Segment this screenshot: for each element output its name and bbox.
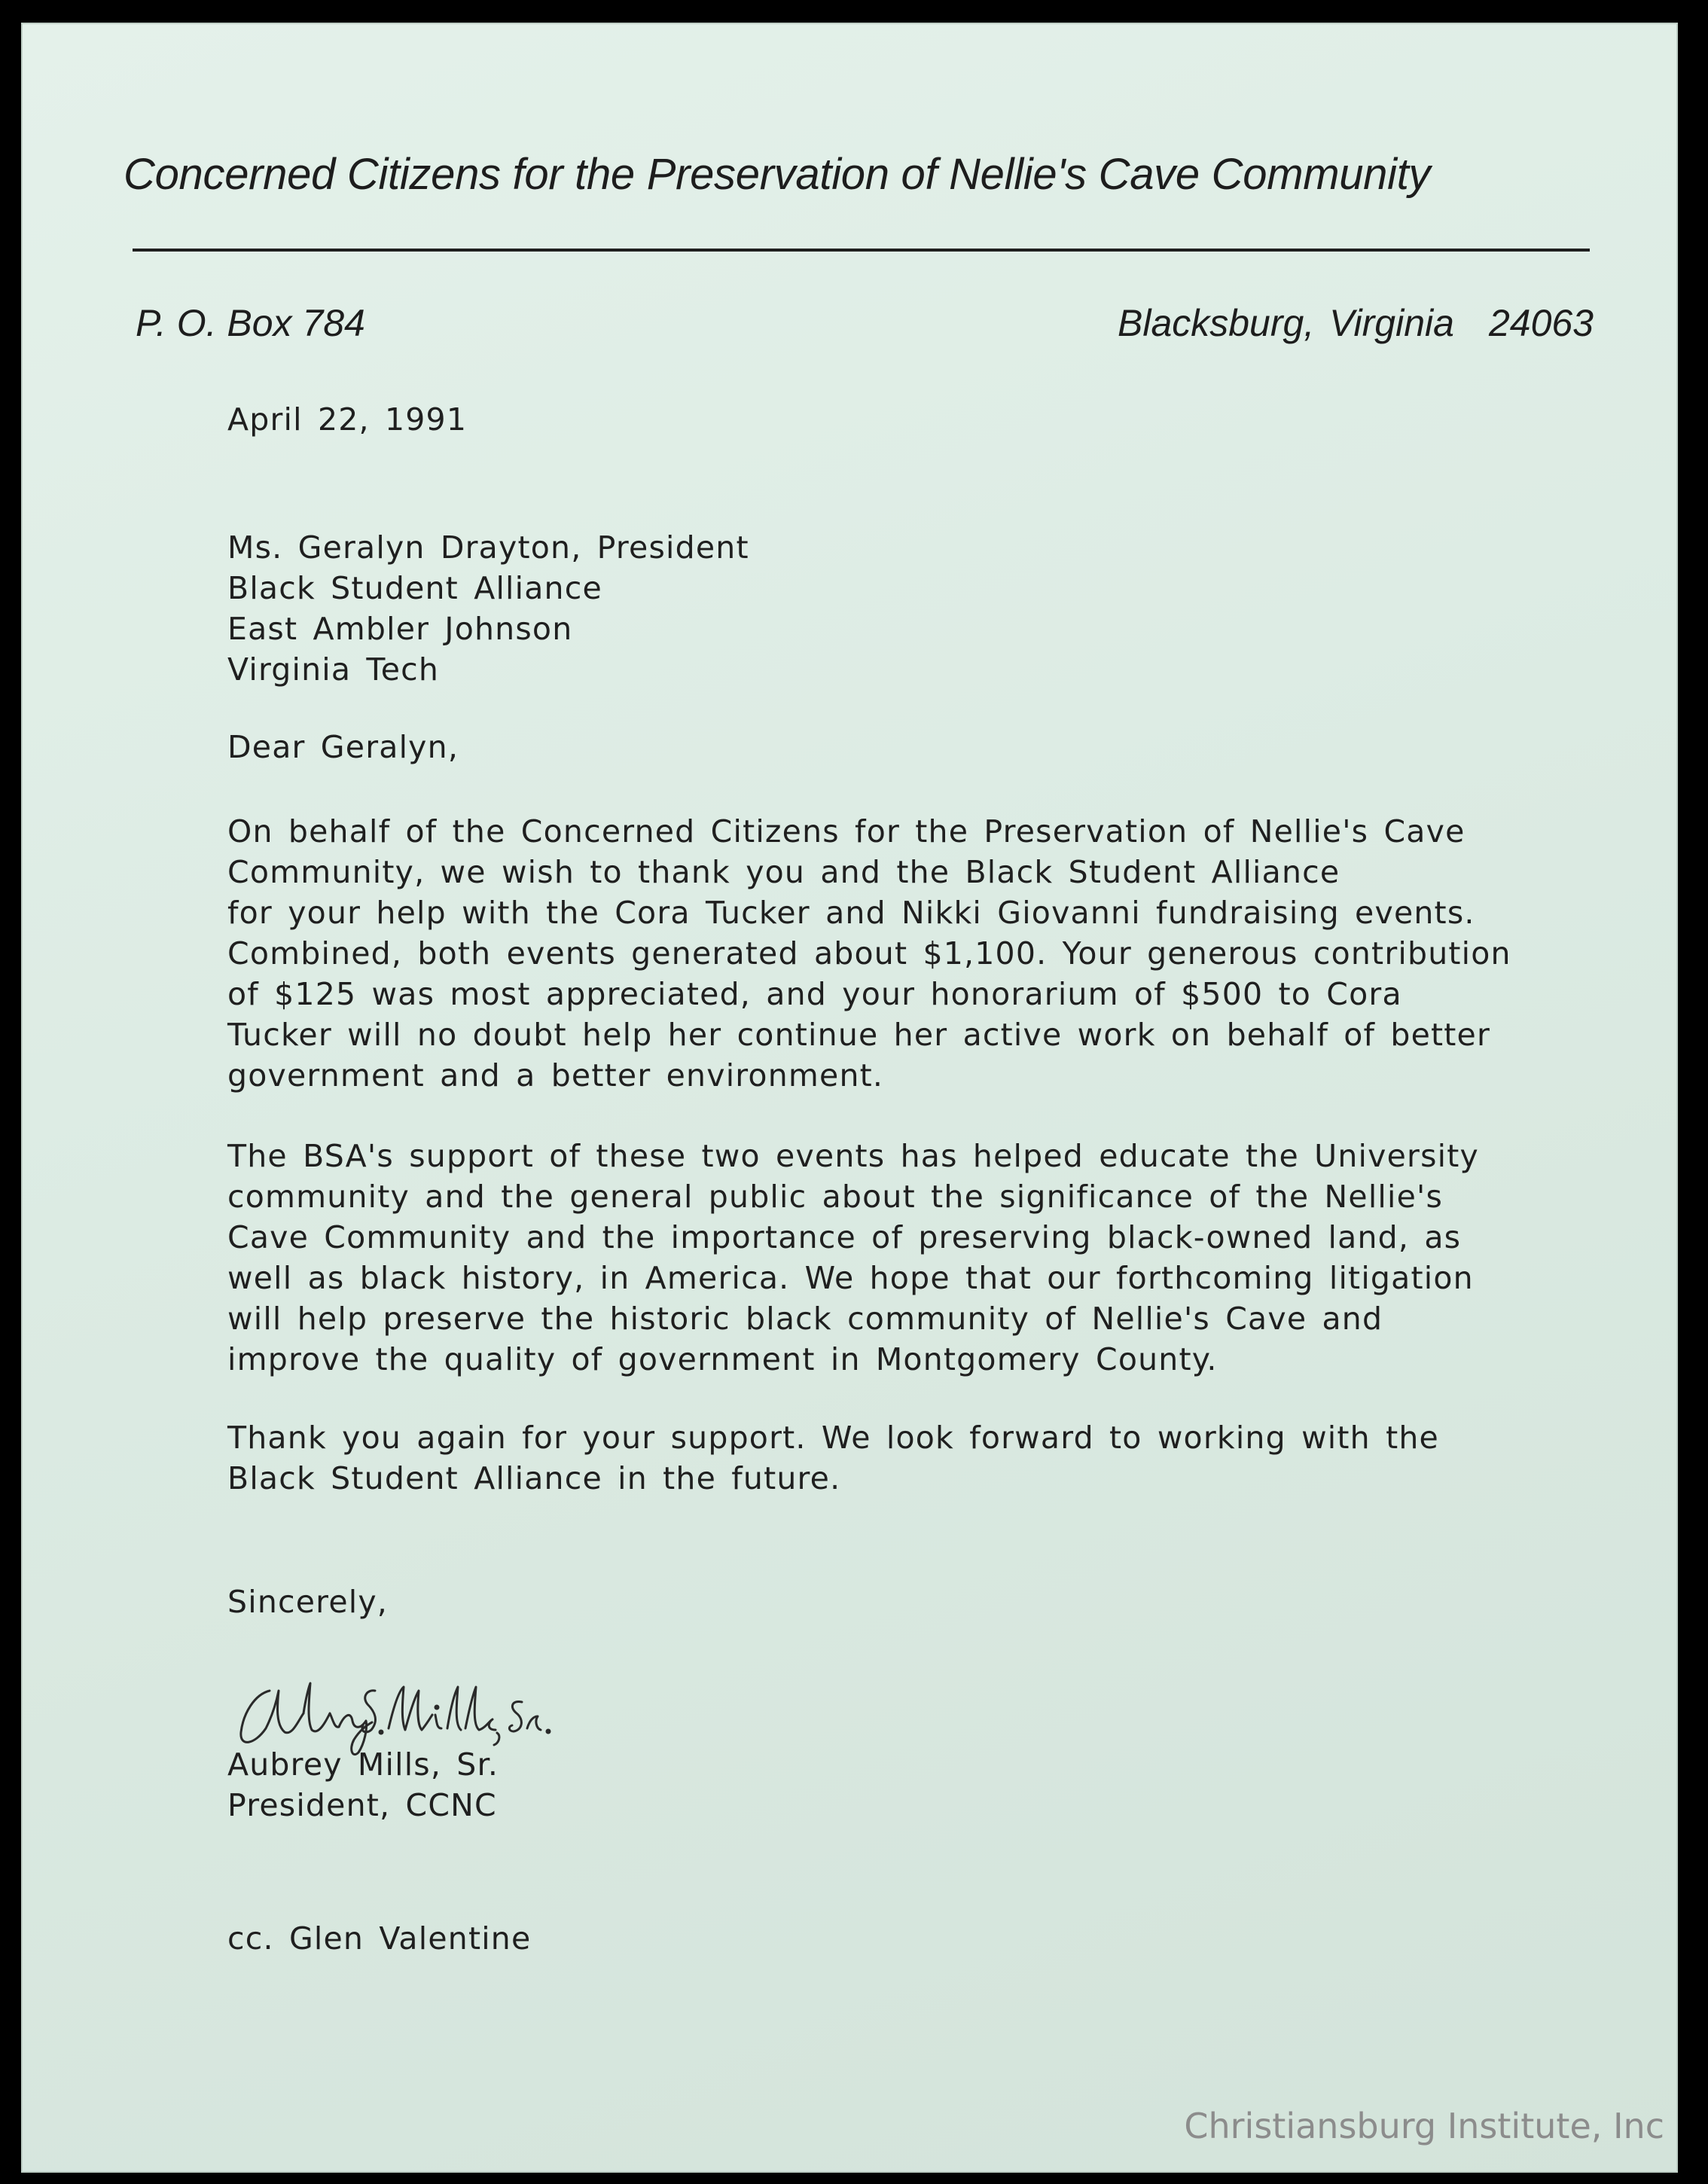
date-line: April 22, 1991	[227, 401, 468, 438]
recipient-line: Ms. Geralyn Drayton, President	[227, 529, 749, 566]
signer-block	[227, 1744, 499, 1826]
letterhead-city-state: Blacksburg, Virginia	[1117, 302, 1454, 344]
signer-title: President, CCNC	[227, 1787, 497, 1823]
recipient-block	[227, 527, 749, 690]
paragraph-line: On behalf of the Concerned Citizens for the Preservation of Nellie's Cave	[227, 813, 1466, 850]
closing	[227, 1582, 388, 1622]
paragraph-line: Thank you again for your support. We look forward to working with the	[227, 1420, 1439, 1456]
letterhead-organization: Concerned Citizens for the Preservation of Nellie's Cave Community	[124, 150, 1431, 199]
paragraph-line: Cave Community and the importance of preserving black-owned land, as	[227, 1219, 1462, 1255]
letter-date	[227, 399, 467, 440]
cc-line	[227, 1918, 531, 1959]
recipient-line: Black Student Alliance	[227, 570, 602, 606]
paragraph-line: well as black history, in America. We hope that our forthcoming litigation	[227, 1260, 1474, 1296]
paragraph-line: Tucker will no doubt help her continue her active work on behalf of better	[227, 1017, 1491, 1053]
letterhead-rule	[133, 249, 1590, 252]
recipient-line: East Ambler Johnson	[227, 611, 573, 647]
paragraph-line: government and a better environment.	[227, 1057, 884, 1094]
salutation	[227, 727, 459, 767]
paragraph-line: improve the quality of government in Montgomery County.	[227, 1341, 1218, 1377]
paragraph-line: community and the general public about the significance of the Nellie's	[227, 1179, 1444, 1215]
letterhead-po-box: P. O. Box 784	[136, 302, 365, 344]
paragraph-line: of $125 was most appreciated, and your honorarium of $500 to Cora	[227, 976, 1402, 1012]
paragraph-line: Black Student Alliance in the future.	[227, 1460, 841, 1496]
paragraph-line: Combined, both events generated about $1,100. Your generous contribution	[227, 935, 1511, 972]
letter-page	[21, 23, 1678, 2173]
paragraph-line: will help preserve the historic black community of Nellie's Cave and	[227, 1301, 1383, 1337]
paragraph-line: Community, we wish to thank you and the Black Student Alliance	[227, 854, 1340, 890]
archive-watermark: Christiansburg Institute, Inc	[1184, 2106, 1664, 2146]
paragraph-3	[227, 1417, 1439, 1499]
closing-line: Sincerely,	[227, 1584, 389, 1620]
recipient-line: Virginia Tech	[227, 651, 440, 688]
signer-name: Aubrey Mills, Sr.	[227, 1746, 499, 1783]
paragraph-2	[227, 1136, 1479, 1380]
letterhead-zip: 24063	[1488, 302, 1594, 344]
paragraph-line: for your help with the Cora Tucker and Nikki Giovanni fundraising events.	[227, 895, 1475, 931]
cc-text: cc. Glen Valentine	[227, 1920, 532, 1957]
salutation-line: Dear Geralyn,	[227, 729, 459, 765]
letterhead-city-address	[1118, 301, 1594, 345]
paragraph-line: The BSA's support of these two events has helped educate the University	[227, 1138, 1479, 1174]
paragraph-1	[227, 811, 1511, 1096]
